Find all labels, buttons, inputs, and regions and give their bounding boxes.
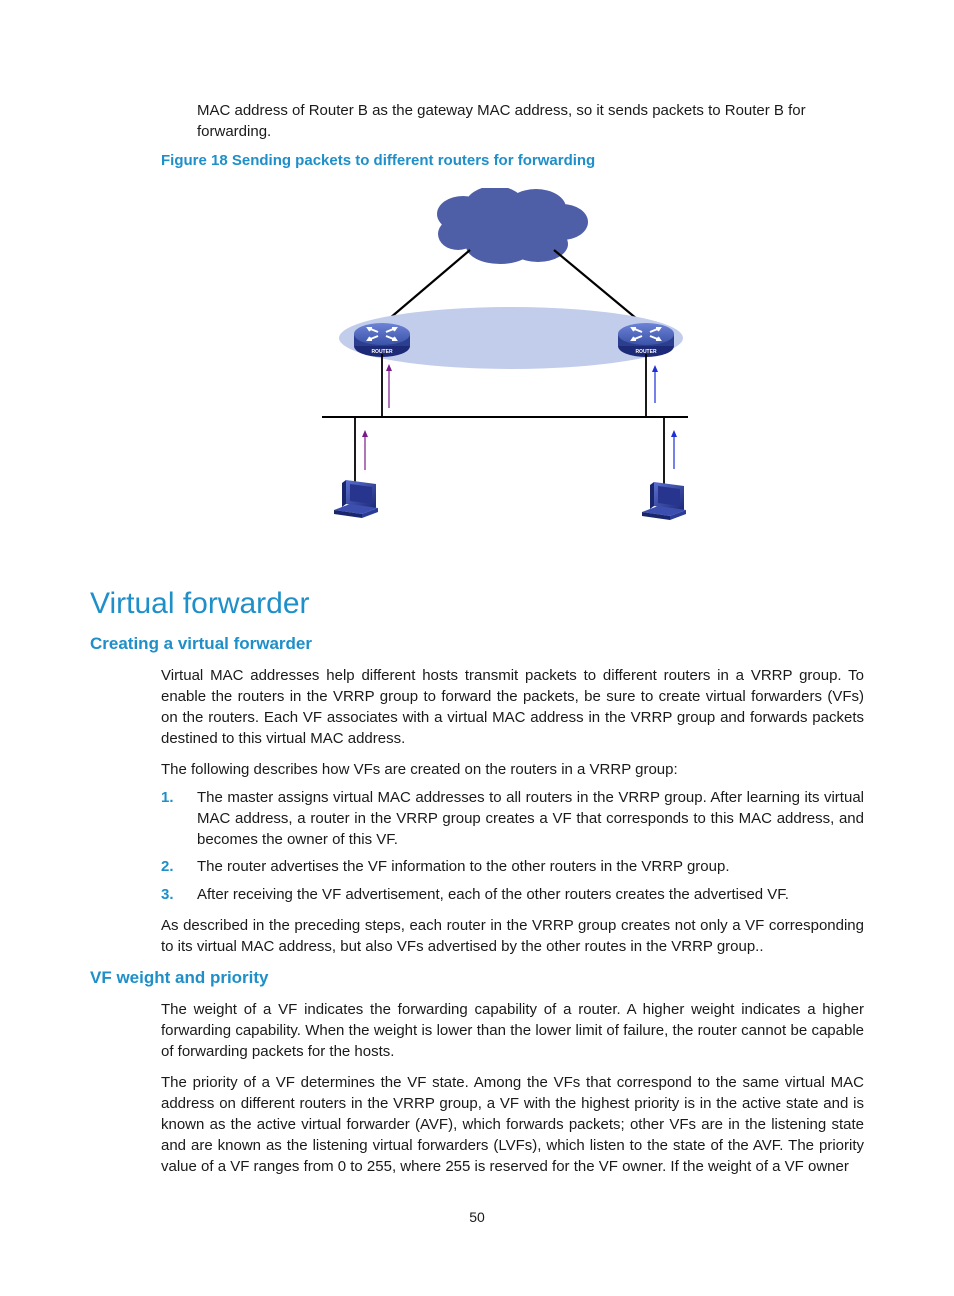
- internet-cloud: [437, 188, 588, 264]
- subsection-heading-weight: VF weight and priority: [90, 968, 269, 987]
- step-2: [161, 856, 864, 877]
- step-text: The master assigns virtual MAC addresses to all routers in the VRRP group. After learning its virtual MAC address, a router in the VRRP group creates a VF that corresponds to this MAC address, and becomes the owner of this VF.: [197, 789, 864, 848]
- router-b-icon: [618, 323, 674, 357]
- subsection-heading-creating: Creating a virtual forwarder: [90, 634, 313, 653]
- creating-paragraph-2: The following describes how VFs are created on the routers in a VRRP group:: [161, 761, 678, 778]
- router-a-icon: [354, 323, 410, 357]
- weight-paragraph-1: The weight of a VF indicates the forwarding capability of a router. A higher weight indicates a higher forwarding capability. When the weight is lower than the lower limit of failure, the router cannot be capable of forwarding packets for the hosts.: [161, 1001, 864, 1060]
- step-number: 3.: [161, 886, 174, 903]
- host-b-computer-icon: [642, 482, 686, 520]
- host-a-computer-icon: [334, 480, 378, 518]
- weight-paragraph-2: The priority of a VF determines the VF state. Among the VFs that correspond to the same virtual MAC address on different routers in the VRRP group, a VF with the highest priority is in the active state and is known as the active virtual forwarder (AVF), which forwards packets; other VFs are in the listening state and are known as the listening virtual forwarders (LVFs), which listen to the state of the AVF. The priority value of a VF ranges from 0 to 255, where 255 is reserved for the VF owner. If the weight of a VF owner: [161, 1074, 864, 1175]
- creating-paragraph-3: As described in the preceding steps, each router in the VRRP group creates not only a VF corresponding to its virtual MAC address, but also VFs advertised by the other routes in the VRRP group..: [161, 917, 864, 955]
- figure-caption: Figure 18 Sending packets to different routers for forwarding: [161, 152, 596, 169]
- step-3: [161, 884, 864, 905]
- router-b-label: ROUTER: [635, 349, 657, 355]
- step-text: After receiving the VF advertisement, each of the other routers creates the advertised VF.: [197, 886, 789, 903]
- intro-paragraph: MAC address of Router B as the gateway MAC address, so it sends packets to Router B for forwarding.: [197, 102, 806, 140]
- creating-paragraph-1: Virtual MAC addresses help different hosts transmit packets to different routers in a VRRP group. To enable the routers in the VRRP group to forward the packets, be sure to create virtual forwarders (VFs) on the routers. Each VF associates with a virtual MAC address in the VRRP group and forwards packets destined to this virtual MAC address.: [161, 667, 864, 747]
- router-a-label: ROUTER: [371, 349, 393, 355]
- network-diagram: [300, 188, 710, 533]
- step-1: [161, 787, 864, 850]
- step-number: 2.: [161, 858, 174, 875]
- page-number: 50: [469, 1209, 485, 1225]
- section-title: Virtual forwarder: [90, 587, 310, 620]
- step-text: The router advertises the VF information to the other routers in the VRRP group.: [197, 858, 730, 875]
- step-number: 1.: [161, 789, 174, 806]
